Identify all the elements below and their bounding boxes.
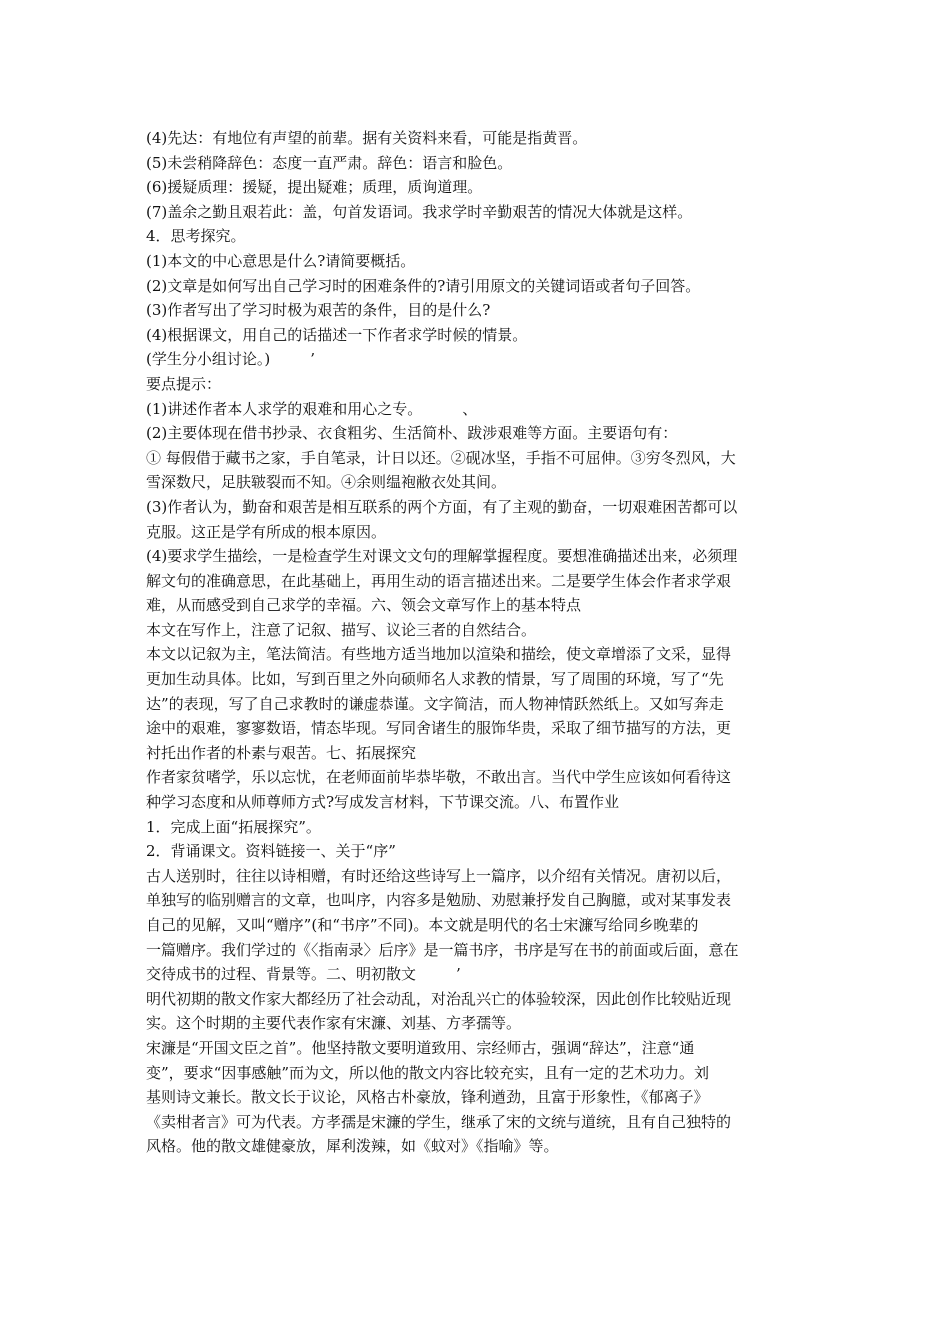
text-line: 单独写的临别赠言的文章，也叫序，内容多是勉励、劝慰兼抒发自己胸臆，或对某事发表	[146, 891, 732, 910]
text-line: 更加生动具体。比如，写到百里之外向硕师名人求教的情景，写了周围的环境，写了“先	[146, 670, 724, 689]
text-line: (4)要求学生描绘，一是检查学生对课文文句的理解掌握程度。要想准确描述出来，必须理	[146, 547, 738, 566]
text-line: 作者家贫嗜学，乐以忘忧，在老师面前毕恭毕敬，不敢出言。当代中学生应该如何看待这	[146, 768, 732, 787]
text-line: (4)先达：有地位有声望的前辈。据有关资料来看，可能是指黄晋。	[146, 129, 588, 147]
text-line: 难，从而感受到自己求学的幸福。六、领会文章写作上的基本特点	[146, 596, 582, 615]
text-line: (6)援疑质理：援疑，提出疑难；质理，质询道理。	[146, 178, 483, 197]
text-line: 要点提示：	[146, 374, 222, 393]
text-line: 衬托出作者的朴素与艰苦。七、拓展探究	[146, 743, 417, 762]
text-line	[146, 347, 812, 372]
text-line: 达”的表现，写了自己求教时的谦虚恭谨。文字简洁，而人物神情跃然纸上。又如写奔走	[146, 694, 724, 713]
text-line-content: 交待成书的过程、背景等。二、明初散文	[146, 965, 417, 984]
text-line: (2)文章是如何写出自己学习时的困难条件的?请引用原文的关键词语或者句子回答。	[146, 276, 701, 295]
text-line: ① 每假借于藏书之家，手自笔录，计日以还。②砚冰坚，手指不可屈伸。③穷冬烈风，大	[146, 448, 736, 467]
text-line: (4)根据课文，用自己的话描述一下作者求学时候的情景。	[146, 325, 528, 344]
text-line: 雪深数尺，足肤皲裂而不知。④余则缊袍敝衣处其间。	[146, 473, 507, 492]
text-line: 基则诗文兼长。散文长于议论，风格古朴豪放，锋利遒劲，且富于形象性，《郁离子》	[146, 1088, 709, 1107]
text-line: 实。这个时期的主要代表作家有宋濂、刘基、方孝孺等。	[146, 1014, 522, 1033]
text-line: 古人送别时，往往以诗相赠，有时还给这些诗写上一篇序，以介绍有关情况。唐初以后，	[146, 866, 732, 885]
text-line: 本文以记叙为主，笔法简洁。有些地方适当地加以渲染和描绘，使文章增添了文采，显得	[146, 645, 732, 664]
text-line: (7)盖余之勤且艰若此：盖，句首发语词。我求学时辛勤艰苦的情况大体就是这样。	[146, 202, 693, 221]
text-line: (1)本文的中心意思是什么?请简要概括。	[146, 251, 416, 270]
text-line: (2)主要体现在借书抄录、衣食粗劣、生活简朴、跋涉艰难等方面。主要语句有：	[146, 424, 678, 443]
text-line: 风格。他的散文雄健豪放，犀利泼辣，如《蚊对》《指喻》等。	[146, 1137, 559, 1156]
text-line: 1．完成上面“拓展探究”。	[146, 817, 321, 836]
text-line: 《卖柑者言》可为代表。方孝孺是宋濂的学生，继承了宋的文统与道统，且有自己独特的	[146, 1112, 732, 1131]
text-line: (3)作者认为，勤奋和艰苦是相互联系的两个方面，有了主观的勤奋，一切艰难困苦都可以	[146, 497, 738, 516]
text-line: (5)未尝稍降辞色：态度一直严肃。辞色：语言和脸色。	[146, 153, 513, 172]
text-line: 变”，要求“因事感触”而为文，所以他的散文内容比较充实，且有一定的艺术功力。刘	[146, 1063, 710, 1082]
text-line-content: (学生分小组讨论。)	[146, 350, 271, 369]
text-line-content: (1)讲述作者本人求学的艰难和用心之专。	[146, 399, 423, 418]
text-line: 自己的见解，又叫“赠序”(和“书序”不同)。本文就是明代的名士宋濂写给同乡晚辈的	[146, 916, 699, 934]
text-line: 宋濂是“开国文臣之首”。他坚持散文要明道致用、宗经师古，强调“辞达”，注意“通	[146, 1038, 695, 1057]
text-line: 解文句的准确意思，在此基础上，再用生动的语言描述出来。二是要学生体会作者求学艰	[146, 571, 732, 590]
document-body	[146, 126, 812, 1159]
text-line	[146, 962, 812, 987]
stray-mark: 、	[462, 399, 478, 418]
text-line: 途中的艰难，寥寥数语，情态毕现。写同舍诸生的服饰华贵，采取了细节描写的方法，更	[146, 719, 732, 738]
text-line: 一篇赠序。我们学过的《〈指南录〉后序》是一篇书序，书序是写在书的前面或后面，意在	[146, 940, 739, 959]
stray-mark: ’	[456, 965, 461, 984]
text-line	[146, 397, 812, 422]
text-line: 明代初期的散文作家大都经历了社会动乱，对治乱兴亡的体验较深，因此创作比较贴近现	[146, 989, 732, 1008]
text-line: 2．背诵课文。资料链接一、关于“序”	[146, 842, 396, 861]
text-line: 种学习态度和从师尊师方式?写成发言材料，下节课交流。八、布置作业	[146, 793, 620, 812]
stray-mark: ’	[310, 350, 315, 369]
section-heading: 4．思考探究。	[146, 227, 246, 246]
text-line: 克服。这正是学有所成的根本原因。	[146, 522, 387, 541]
text-line: (3)作者写出了学习时极为艰苦的条件，目的是什么?	[146, 301, 491, 320]
text-line: 本文在写作上，注意了记叙、描写、议论三者的自然结合。	[146, 620, 537, 639]
